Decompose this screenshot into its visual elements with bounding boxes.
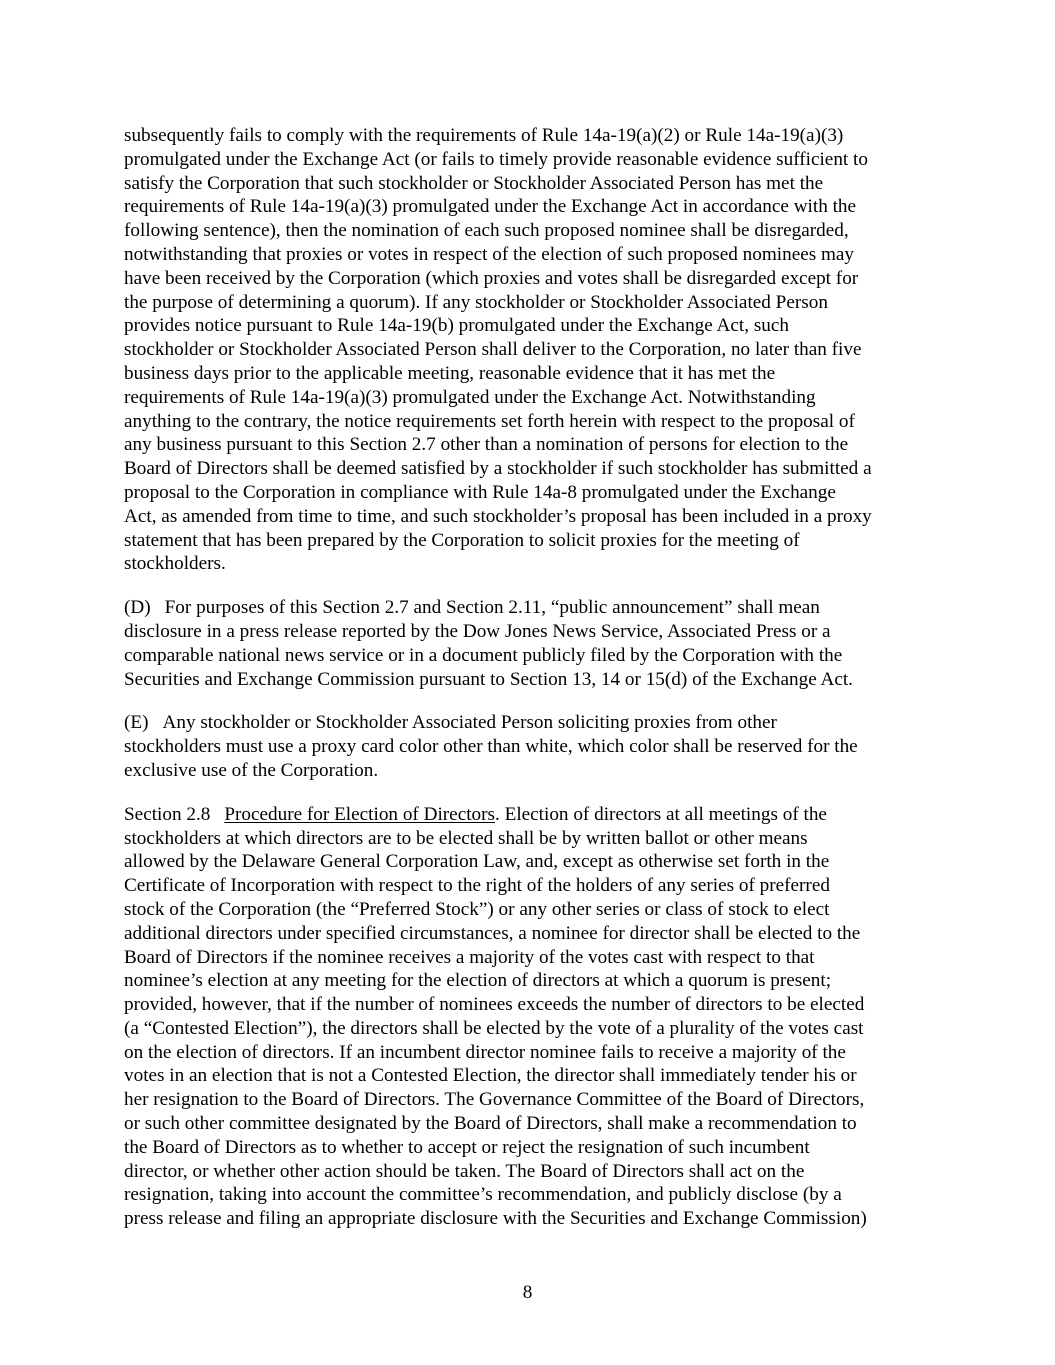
paragraph-label: (E) bbox=[124, 712, 149, 734]
text-line: comparable national news service or in a document publicly filed by the Corporation with the bbox=[124, 644, 843, 666]
text-line bbox=[124, 596, 936, 620]
text-line: director, or whether other action should be taken. The Board of Directors shall act on the bbox=[124, 1160, 805, 1182]
text-line: stockholders. bbox=[124, 553, 226, 575]
paragraph-label: (D) bbox=[124, 597, 151, 619]
text-line bbox=[124, 803, 936, 827]
paragraph-d bbox=[124, 596, 936, 691]
text-line: on the election of directors. If an incumbent director nominee fails to receive a majority of the bbox=[124, 1041, 846, 1063]
text-line: press release and filing an appropriate disclosure with the Securities and Exchange Commission) bbox=[124, 1208, 867, 1230]
text-line: votes in an election that is not a Contested Election, the director shall immediately tender his or bbox=[124, 1065, 857, 1087]
text-line bbox=[124, 711, 936, 735]
text-line: anything to the contrary, the notice requirements set forth herein with respect to the proposal of bbox=[124, 410, 855, 432]
text-line: stock of the Corporation (the “Preferred Stock”) or any other series or class of stock to elect bbox=[124, 898, 830, 920]
document-page bbox=[124, 124, 936, 1251]
text-line: provided, however, that if the number of nominees exceeds the number of directors to be elected bbox=[124, 994, 865, 1016]
text-line: (a “Contested Election”), the directors shall be elected by the vote of a plurality of the votes cast bbox=[124, 1017, 864, 1039]
text-line: proposal to the Corporation in compliance with Rule 14a-8 promulgated under the Exchange bbox=[124, 481, 836, 503]
paragraph-first-line: For purposes of this Section 2.7 and Section 2.11, “public announcement” shall mean bbox=[164, 597, 820, 619]
text-line: requirements of Rule 14a-19(a)(3) promulgated under the Exchange Act in accordance with the bbox=[124, 196, 857, 218]
text-line: Securities and Exchange Commission pursuant to Section 13, 14 or 15(d) of the Exchange Act. bbox=[124, 668, 853, 690]
text-line: her resignation to the Board of Directors. The Governance Committee of the Board of Directors, bbox=[124, 1089, 865, 1111]
text-line: notwithstanding that proxies or votes in respect of the election of such proposed nominees may bbox=[124, 243, 855, 265]
paragraph-continuation bbox=[124, 124, 936, 576]
page-number: 8 bbox=[522, 1282, 533, 1303]
text-line: Certificate of Incorporation with respect to the right of the holders of any series of preferred bbox=[124, 875, 830, 897]
text-line: Act, as amended from time to time, and such stockholder’s proposal has been included in a proxy bbox=[124, 505, 872, 527]
text-line: requirements of Rule 14a-19(a)(3) promulgated under the Exchange Act. Notwithstanding bbox=[124, 386, 816, 408]
text-line: subsequently fails to comply with the requirements of Rule 14a-19(a)(2) or Rule 14a-19(a)(3) bbox=[124, 125, 844, 146]
text-line: provides notice pursuant to Rule 14a-19(b) promulgated under the Exchange Act, such bbox=[124, 315, 789, 337]
text-line: statement that has been prepared by the Corporation to solicit proxies for the meeting of bbox=[124, 529, 800, 551]
text-line: exclusive use of the Corporation. bbox=[124, 759, 379, 781]
section-label: Section 2.8 bbox=[124, 803, 211, 825]
paragraph-e bbox=[124, 711, 936, 782]
text-line: promulgated under the Exchange Act (or fails to timely provide reasonable evidence sufficient to bbox=[124, 148, 868, 170]
text-line: the Board of Directors as to whether to accept or reject the resignation of such incumbent bbox=[124, 1136, 810, 1158]
text-line: stockholders at which directors are to be elected shall be by written ballot or other means bbox=[124, 827, 808, 849]
text-line: allowed by the Delaware General Corporation Law, and, except as otherwise set forth in the bbox=[124, 851, 830, 873]
text-line: stockholders must use a proxy card color other than white, which color shall be reserved for the bbox=[124, 736, 858, 758]
text-line: following sentence), then the nomination of each such proposed nominee shall be disregarded, bbox=[124, 220, 849, 242]
text-line: any business pursuant to this Section 2.7 other than a nomination of persons for election to the bbox=[124, 434, 849, 456]
text-line: resignation, taking into account the committee’s recommendation, and publicly disclose (by a bbox=[124, 1184, 842, 1206]
text-line: Board of Directors if the nominee receives a majority of the votes cast with respect to that bbox=[124, 946, 815, 968]
section-first-line: . Election of directors at all meetings of the bbox=[495, 803, 827, 825]
text-line: satisfy the Corporation that such stockholder or Stockholder Associated Person has met the bbox=[124, 172, 824, 194]
text-line: or such other committee designated by the Board of Directors, shall make a recommendation to bbox=[124, 1113, 857, 1135]
section-2-8 bbox=[124, 803, 936, 1231]
text-line: stockholder or Stockholder Associated Person shall deliver to the Corporation, no later than five bbox=[124, 339, 862, 361]
text-line: business days prior to the applicable meeting, reasonable evidence that it has met the bbox=[124, 362, 776, 384]
section-heading: Procedure for Election of Directors bbox=[224, 803, 495, 825]
text-line: Board of Directors shall be deemed satisfied by a stockholder if such stockholder has submitted a bbox=[124, 458, 872, 480]
text-line: disclosure in a press release reported by the Dow Jones News Service, Associated Press or a bbox=[124, 620, 831, 642]
text-line: the purpose of determining a quorum). If any stockholder or Stockholder Associated Person bbox=[124, 291, 828, 313]
text-line: additional directors under specified circumstances, a nominee for director shall be elected to the bbox=[124, 922, 861, 944]
paragraph-first-line: Any stockholder or Stockholder Associated Person soliciting proxies from other bbox=[162, 712, 777, 734]
text-line: nominee’s election at any meeting for the election of directors at which a quorum is present; bbox=[124, 970, 832, 992]
text-line: have been received by the Corporation (which proxies and votes shall be disregarded except for bbox=[124, 267, 859, 289]
